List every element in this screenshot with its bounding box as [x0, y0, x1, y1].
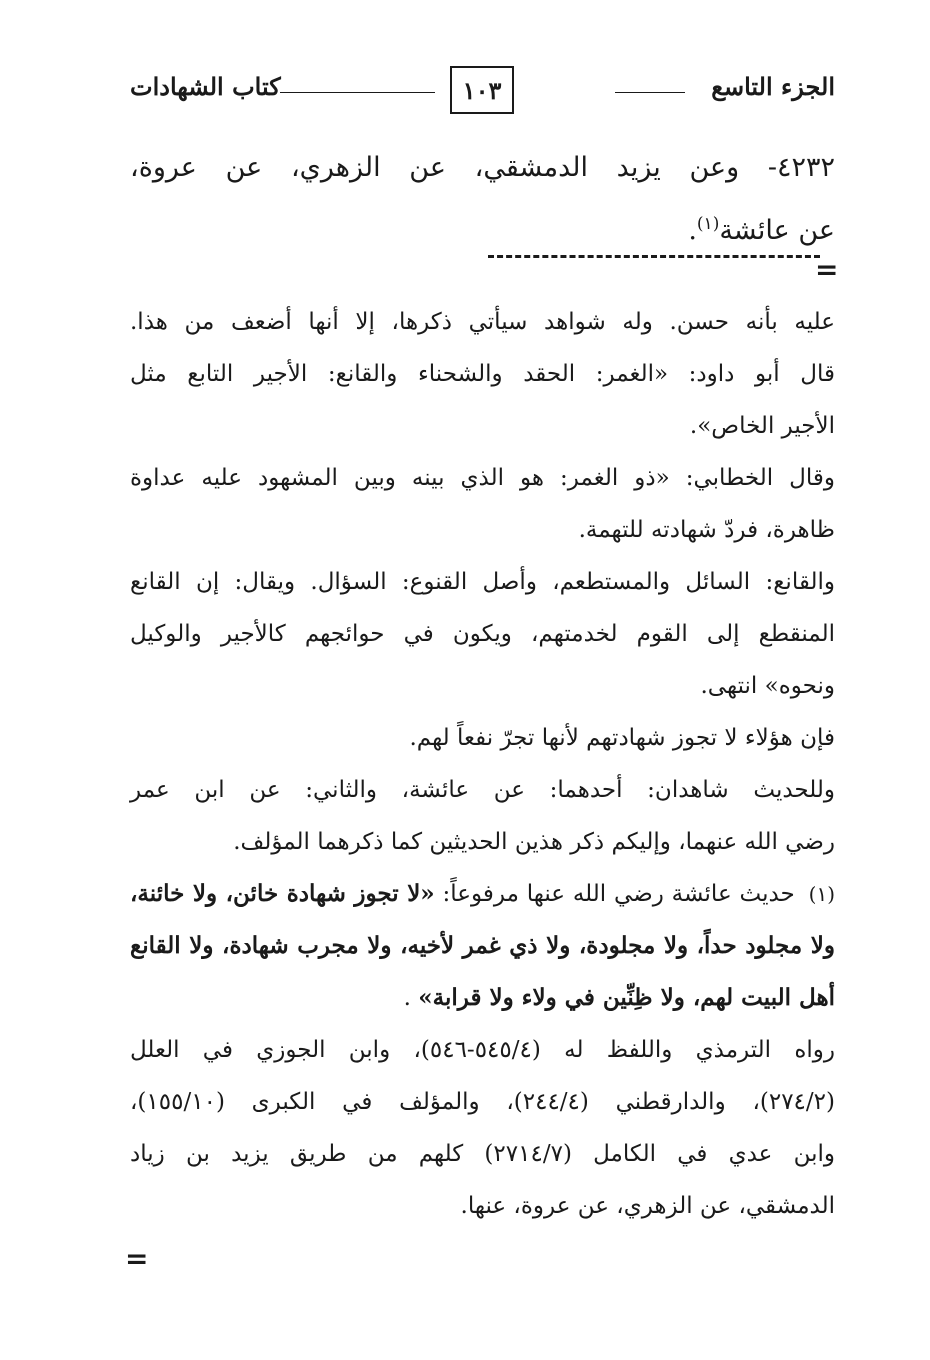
continuation-mark-top: = [815, 253, 839, 286]
footnotes [130, 296, 835, 1232]
note-line: وللحديث شاهدان: أحدهما: عن عائشة، والثاني: عن ابن عمر [130, 777, 835, 803]
footnote-hadith-bold: «لا تجوز شهادة خائن، ولا خائنة، [130, 880, 435, 907]
note-line: قال أبو داود: «الغمر: الحقد والشحناء والقانع: الأجير التابع مثل [130, 361, 835, 387]
volume-title: الجزء التاسع [711, 72, 835, 101]
note-line: ونحوه» انتهى. [700, 673, 835, 699]
note-line: المنقطع إلى القوم لخدمتهم، ويكون في حوائجهم كالأجير والوكيل [130, 621, 835, 647]
book-title: كتاب الشهادات [130, 72, 281, 101]
footnote-period: . [403, 985, 411, 1011]
note-line: وقال الخطابي: «ذو الغمر: هو الذي بينه وبين المشهود عليه عداوة [130, 465, 835, 491]
footnote-number: (١) [808, 882, 835, 906]
note-line: ظاهرة، فردّ شهادته للتهمة. [578, 517, 835, 543]
footnote-separator [488, 255, 820, 258]
footnote-source-line: رواه الترمذي واللفظ له (٥٤٥/٤-٥٤٦)، وابن الجوزي في العلل [130, 1037, 835, 1063]
hadith-line-1: ٤٢٣٢- وعن يزيد الدمشقي، عن الزهري، عن عروة، [130, 152, 835, 183]
hadith-text [130, 140, 835, 259]
footnote-source-line: وابن عدي في الكامل (٢٧١٤/٧) كلهم من طريق يزيد بن زياد [130, 1141, 836, 1167]
note-line: رضي الله عنهما، وإليكم ذكر هذين الحديثين كما ذكرهما المؤلف. [233, 829, 835, 855]
page-number [450, 66, 514, 114]
hadith-line-2-end: . [688, 215, 697, 246]
note-line: فإن هؤلاء لا تجوز شهادتهم لأنها تجرّ نفعاً لهم. [409, 725, 835, 751]
footnote-source-line: (٢٧٤/٢)، والدارقطني (٢٤٤/٤)، والمؤلف في الكبرى (١٥٥/١٠)، [130, 1089, 835, 1115]
footnote-hadith-bold-end: أهل البيت لهم، ولا ظِنِّين في ولاء ولا قرابة» [418, 984, 835, 1011]
footnote-intro: حديث عائشة رضي الله عنها مرفوعاً: [442, 881, 795, 907]
header-rule-left [280, 92, 435, 93]
footnote-ref: (١) [696, 214, 720, 234]
hadith-line-2 [130, 196, 835, 259]
note-line: الأجير الخاص». [689, 413, 835, 439]
hadith-line-2-text: عن عائشة [719, 215, 835, 246]
header-rule-right [615, 92, 685, 93]
note-line: والقانع: السائل والمستطعم، وأصل القنوع: السؤال. ويقال: إن القانع [130, 569, 835, 595]
footnote-1-line-1 [130, 868, 835, 920]
footnote-1-line-3 [130, 972, 835, 1024]
footnote-1-line-2: ولا مجلود حداً، ولا مجلودة، ولا ذي غمر لأخيه، ولا مجرب شهادة، ولا القانع [130, 932, 835, 959]
footnote-source-line: الدمشقي، عن الزهري، عن عروة، عنها. [460, 1193, 835, 1219]
continuation-mark-bottom: = [125, 1242, 149, 1275]
note-line: عليه بأنه حسن. وله شواهد سيأتي ذكرها، إلا أنها أضعف من هذا. [130, 309, 835, 335]
page-number-text: ١٠٣ [462, 75, 502, 105]
running-header [130, 66, 835, 112]
